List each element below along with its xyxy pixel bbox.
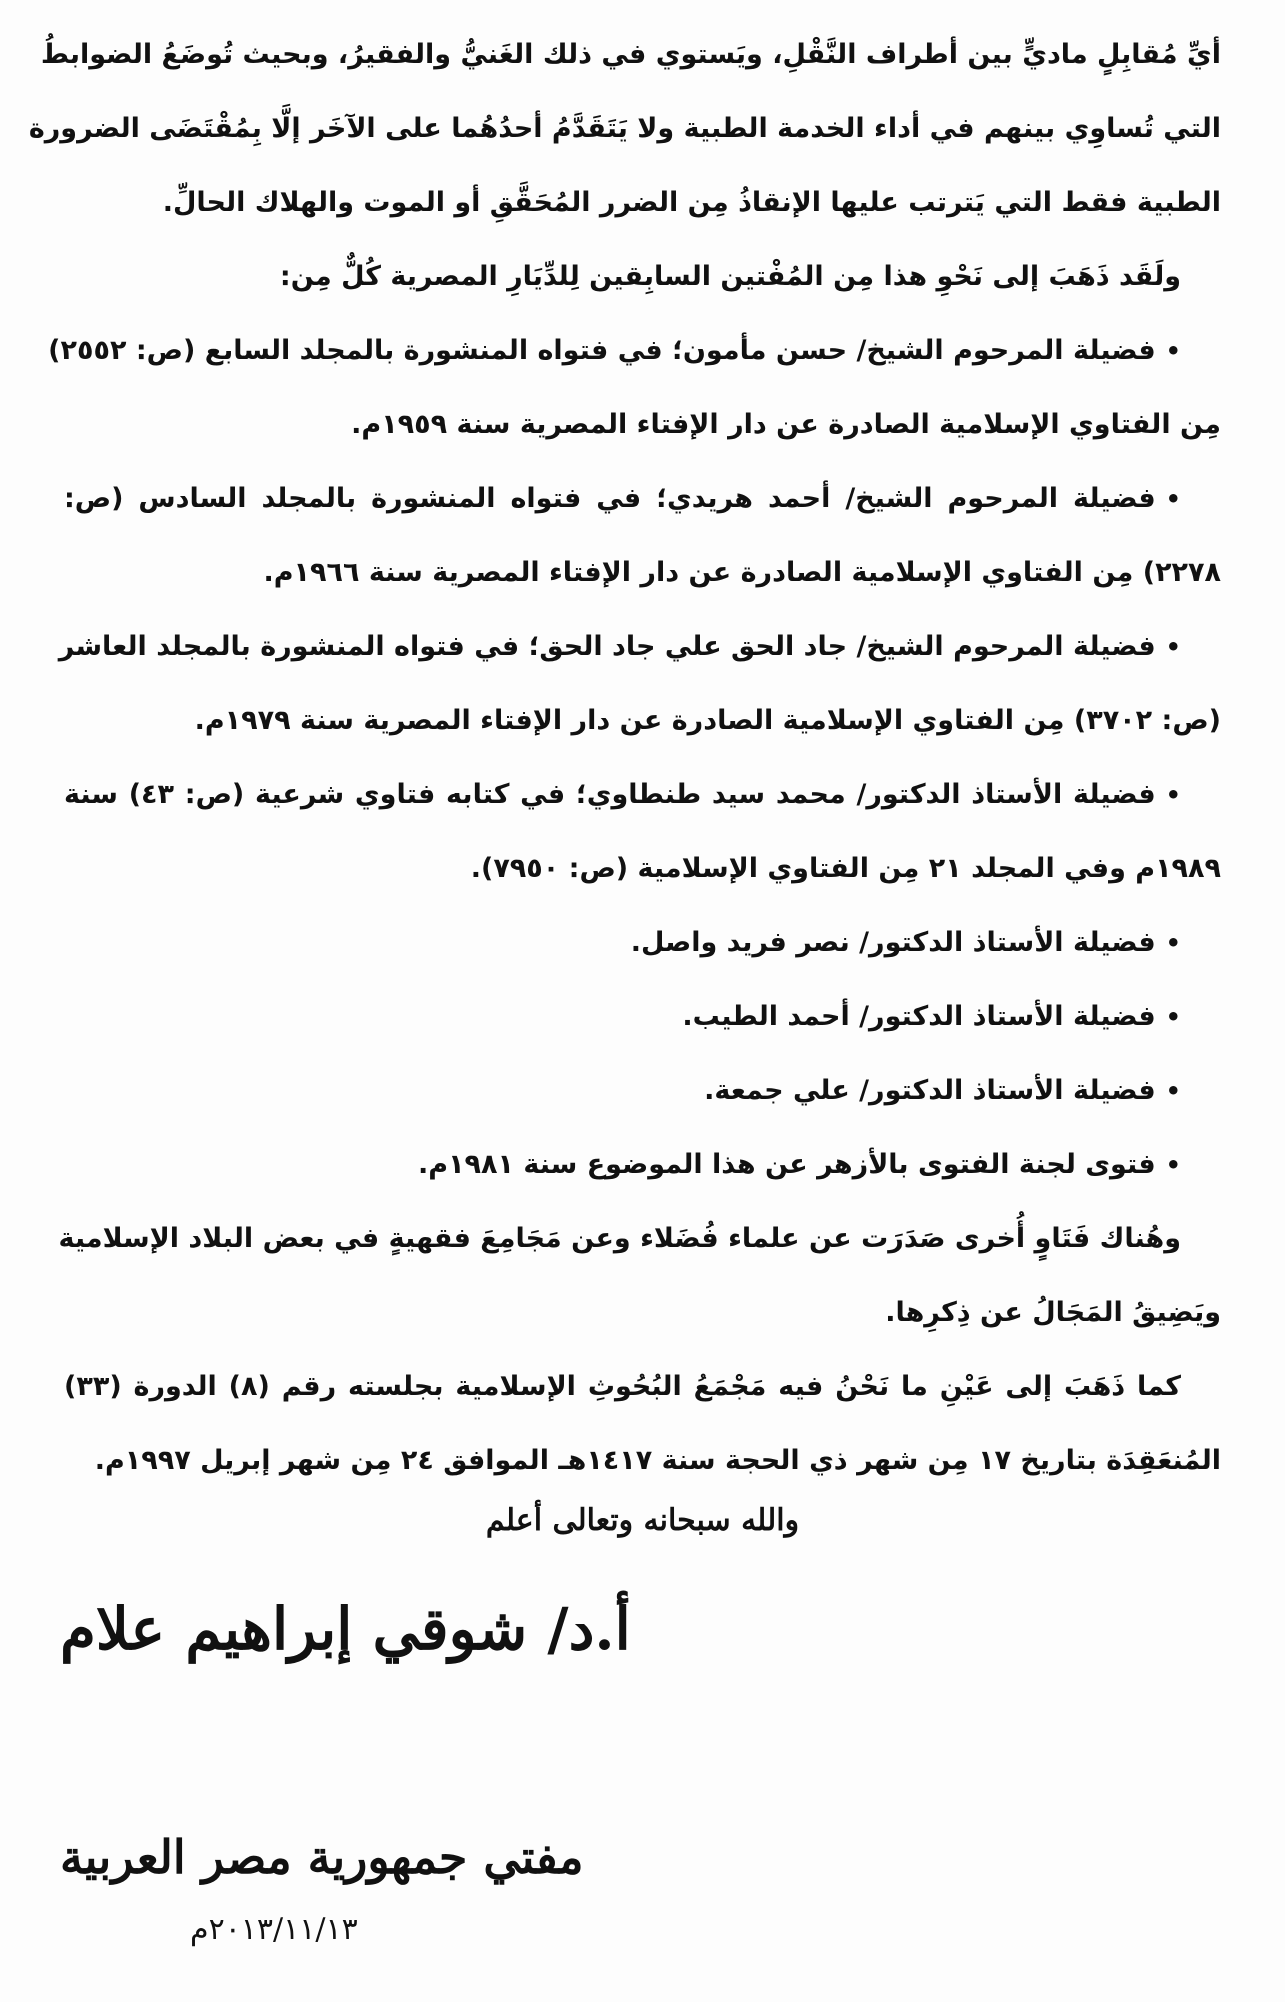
line-text: ويَضِيقُ المَجَالُ عن ذِكرِها.	[885, 1297, 1221, 1328]
line-text: فضيلة الأستاذ الدكتور/ علي جمعة.	[704, 1075, 1156, 1106]
line-text: فضيلة المرحوم الشيخ/ جاد الحق علي جاد الحق؛ في فتواه المنشورة بالمجلد العاشر	[58, 631, 1156, 662]
text-line	[64, 1424, 1221, 1498]
text-line	[28, 92, 1221, 166]
bullet-icon: •	[1165, 485, 1181, 513]
bullet-icon: •	[1165, 1003, 1181, 1031]
bullet-line	[64, 906, 1221, 980]
bullet-icon: •	[1165, 633, 1181, 661]
bullet-icon: •	[1165, 1077, 1181, 1105]
text-line	[58, 1202, 1221, 1276]
text-line	[64, 388, 1221, 462]
text-line	[40, 18, 1221, 92]
text-line	[64, 536, 1221, 610]
text-line	[64, 240, 1221, 314]
bullet-line	[64, 758, 1221, 832]
mufti-title: مفتي جمهورية مصر العربية	[60, 1830, 584, 1884]
line-text: كما ذَهَبَ إلى عَيْنِ ما نَحْنُ فيه مَجْمَعُ البُحُوثِ الإسلامية بجلسته رقم (٨) الدورة (٣٣)	[64, 1371, 1181, 1402]
line-text: فضيلة المرحوم الشيخ/ أحمد هريدي؛ في فتواه المنشورة بالمجلد السادس (ص:	[64, 483, 1156, 514]
line-text: فضيلة المرحوم الشيخ/ حسن مأمون؛ في فتواه المنشورة بالمجلد السابع (ص: ٢٥٥٢)	[48, 335, 1156, 366]
line-text: فضيلة الأستاذ الدكتور/ أحمد الطيب.	[682, 1001, 1156, 1032]
text-line	[64, 1276, 1221, 1350]
text-line	[64, 832, 1221, 906]
text-line	[64, 1350, 1221, 1424]
line-text: فضيلة الأستاذ الدكتور/ نصر فريد واصل.	[630, 927, 1156, 958]
line-text: (ص: ٣٧٠٢) مِن الفتاوي الإسلامية الصادرة عن دار الإفتاء المصرية سنة ١٩٧٩م.	[194, 705, 1221, 736]
bullet-line	[58, 610, 1221, 684]
line-text: وهُناك فَتَاوٍ أُخرى صَدَرَت عن علماء فُضَلاء وعن مَجَامِعَ فقهيةٍ في بعض البلاد الإسلامية	[58, 1223, 1181, 1254]
line-text: ١٩٨٩م وفي المجلد ٢١ مِن الفتاوي الإسلامية (ص: ٧٩٥٠).	[470, 853, 1221, 884]
bullet-icon: •	[1165, 1151, 1181, 1179]
text-line	[64, 684, 1221, 758]
text-line	[64, 166, 1221, 240]
bullet-line	[64, 980, 1221, 1054]
line-text: فضيلة الأستاذ الدكتور/ محمد سيد طنطاوي؛ في كتابه فتاوي شرعية (ص: ٤٣) سنة	[64, 779, 1156, 810]
line-text: ٢٢٧٨) مِن الفتاوي الإسلامية الصادرة عن دار الإفتاء المصرية سنة ١٩٦٦م.	[263, 557, 1221, 588]
line-text: المُنعَقِدَة بتاريخ ١٧ مِن شهر ذي الحجة سنة ١٤١٧هـ الموافق ٢٤ مِن شهر إبريل ١٩٩٧م.	[94, 1445, 1221, 1476]
bullet-icon: •	[1165, 929, 1181, 957]
line-text: فتوى لجنة الفتوى بالأزهر عن هذا الموضوع سنة ١٩٨١م.	[418, 1149, 1156, 1180]
bullet-line	[64, 462, 1221, 536]
bullet-line	[64, 1128, 1221, 1202]
bullet-line	[64, 1054, 1221, 1128]
line-text: أيِّ مُقابِلٍ ماديٍّ بين أطراف النَّقْلِ، ويَستوي في ذلك الغَنيُّ والفقيرُ، وبحيث تُوضَعُ الضوابطُ	[40, 39, 1221, 70]
line-text: ولَقَد ذَهَبَ إلى نَحْوِ هذا مِن المُفْتين السابِقين لِلدِّيَارِ المصرية كُلٌّ مِن:	[279, 261, 1181, 292]
bullet-line	[48, 314, 1221, 388]
bullet-icon: •	[1165, 781, 1181, 809]
line-text: الطبية فقط التي يَترتب عليها الإنقاذُ مِن الضرر المُحَقَّقِ أو الموت والهلاك الحالِّ.	[162, 187, 1221, 218]
signature: أ.د/ شوقي إبراهيم علام	[60, 1595, 631, 1663]
bullet-icon: •	[1165, 337, 1181, 365]
document-body	[28, 18, 1221, 1498]
document-date: ٢٠١٣/١١/١٣م	[190, 1912, 358, 1947]
line-text: مِن الفتاوي الإسلامية الصادرة عن دار الإفتاء المصرية سنة ١٩٥٩م.	[351, 409, 1221, 440]
line-text: التي تُساوِي بينهم في أداء الخدمة الطبية ولا يَتَقَدَّمُ أحدُهُما على الآخَر إلَّا بِمُقْتَضَى الضرورة	[28, 113, 1221, 144]
closing-phrase: والله سبحانه وتعالى أعلم	[485, 1503, 800, 1538]
